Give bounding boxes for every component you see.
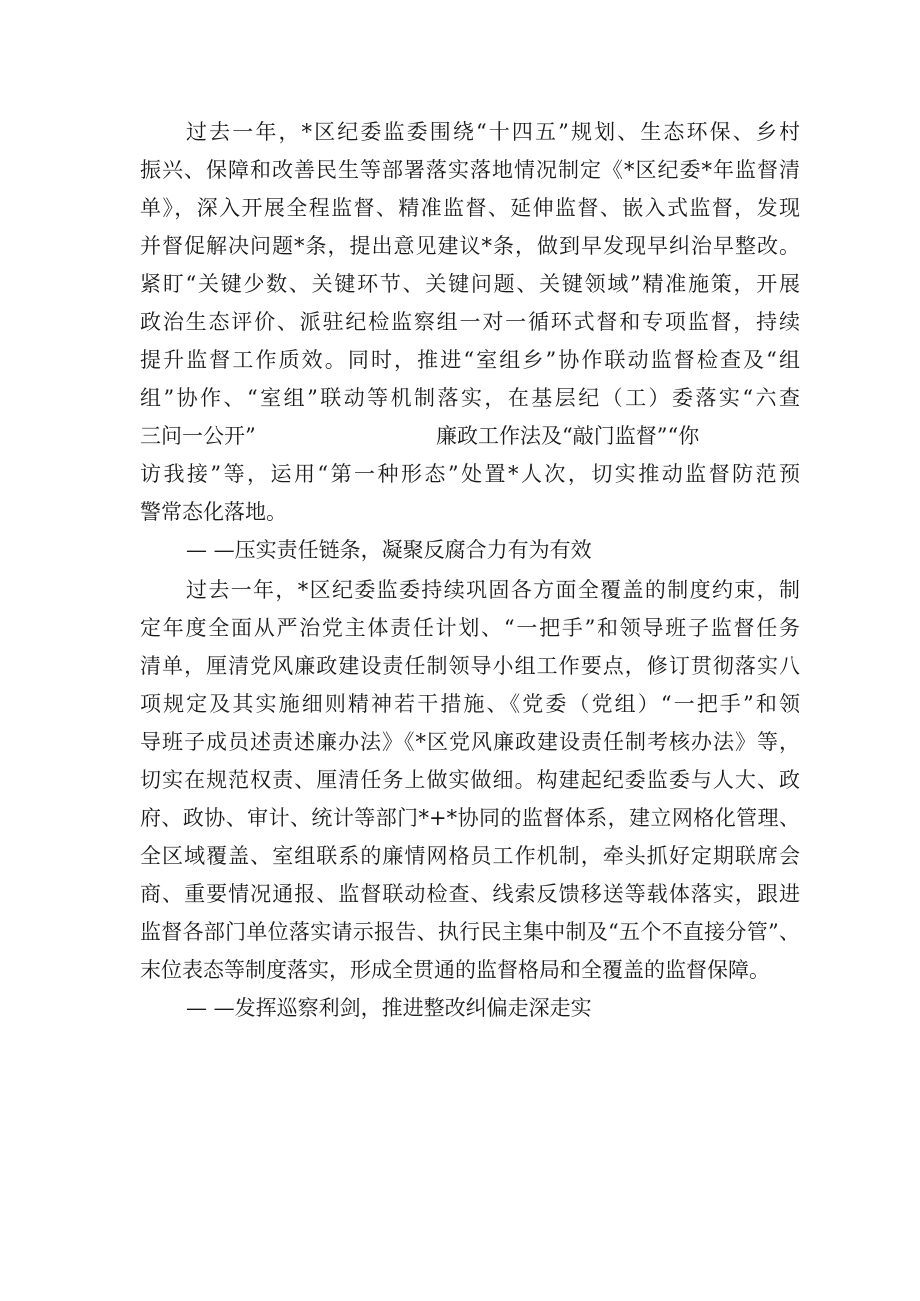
- paragraph-line-segment: 廉政工作法及“敲门监督”“你: [436, 424, 700, 448]
- paragraph-line: 全区域覆盖、室组联系的廉情网格员工作机制，牵头抓好定期联席会: [140, 844, 800, 868]
- paragraph-line: 项规定及其实施细则精神若干措施、《党委（党组）“一把手”和领: [140, 692, 800, 716]
- paragraph-line: 组”协作、“室组”联动等机制落实，在基层纪（工）委落实“六查: [140, 386, 800, 410]
- paragraph-line: 清单，厘清党风廉政建设责任制领导小组工作要点，修订贯彻落实八: [140, 654, 800, 678]
- paragraph-line-segment: 三问一公开”: [140, 424, 256, 448]
- paragraph-line: 导班子成员述责述廉办法》《*区党风廉政建设责任制考核办法》等，: [140, 730, 800, 754]
- paragraph-line: 单》，深入开展全程监督、精准监督、延伸监督、嵌入式监督，发现: [140, 196, 800, 220]
- section-heading: — —压实责任链条，凝聚反腐合力有为有效: [186, 538, 592, 562]
- paragraph-line: 政治生态评价、派驻纪检监察组一对一循环式督和专项监督，持续: [140, 310, 800, 334]
- paragraph-line: 振兴、保障和改善民生等部署落实落地情况制定《*区纪委*年监督清: [140, 158, 800, 182]
- paragraph-line: 过去一年，*区纪委监委围绕“十四五”规划、生态环保、乡村: [186, 120, 800, 144]
- paragraph-line: 并督促解决问题*条，提出意见建议*条，做到早发现早纠治早整改。: [140, 234, 800, 258]
- paragraph-line: 提升监督工作质效。同时，推进“室组乡”协作联动监督检查及“组: [140, 348, 800, 372]
- paragraph-line: 商、重要情况通报、监督联动检查、线索反馈移送等载体落实，跟进: [140, 882, 800, 906]
- paragraph-line: 过去一年，*区纪委监委持续巩固各方面全覆盖的制度约束，制: [186, 578, 800, 602]
- paragraph-line: 访我接”等，运用“第一种形态”处置*人次，切实推动监督防范预: [140, 462, 800, 486]
- paragraph-line: 府、政协、审计、统计等部门*+*协同的监督体系，建立网格化管理、: [140, 806, 800, 830]
- paragraph-line: 监督各部门单位落实请示报告、执行民主集中制及“五个不直接分管”、: [140, 920, 800, 944]
- section-heading: — —发挥巡察利剑，推进整改纠偏走深走实: [186, 996, 592, 1020]
- paragraph-line: 警常态化落地。: [140, 500, 287, 524]
- paragraph-line: 末位表态等制度落实，形成全贯通的监督格局和全覆盖的监督保障。: [140, 958, 770, 982]
- paragraph-line: 切实在规范权责、厘清任务上做实做细。构建起纪委监委与人大、政: [140, 768, 800, 792]
- paragraph-line: 紧盯“关键少数、关键环节、关键问题、关键领域”精准施策，开展: [140, 272, 800, 296]
- paragraph-line-split: [140, 422, 800, 450]
- paragraph-line: 定年度全面从严治党主体责任计划、“一把手”和领导班子监督任务: [140, 616, 800, 640]
